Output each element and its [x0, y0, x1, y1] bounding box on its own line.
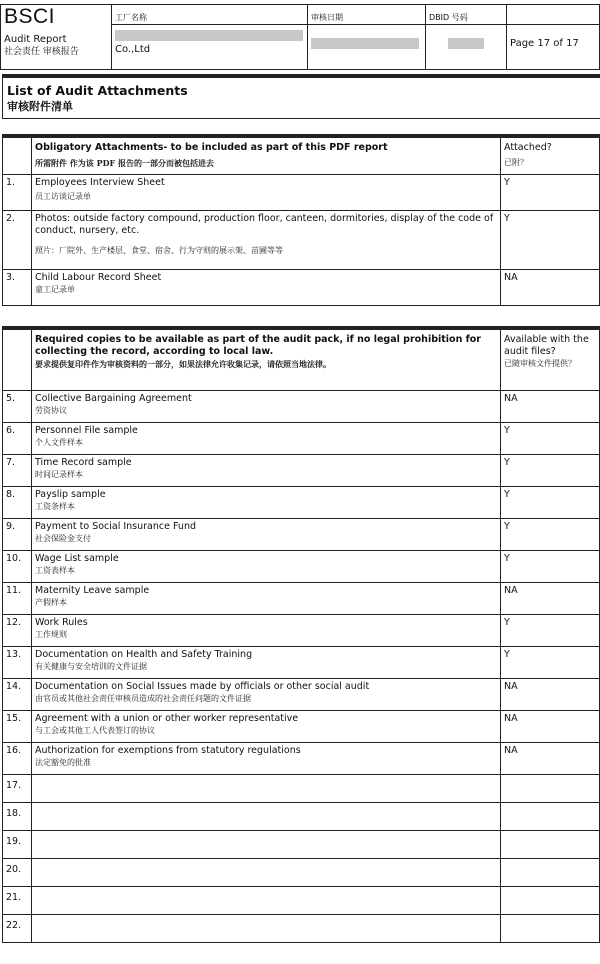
attachment-name-en: Child Labour Record Sheet	[35, 271, 162, 283]
table-row	[3, 422, 600, 454]
attached-header-cn: 已附？	[504, 158, 528, 167]
bsci-logo: BSCI	[4, 5, 56, 28]
blank-header-cell	[507, 5, 600, 25]
attachment-cell	[32, 486, 501, 518]
attachment-name-cn: 童工记录单	[35, 284, 75, 294]
obligatory-attachments-table	[2, 134, 600, 306]
table-row	[3, 454, 600, 486]
row-number: 6.	[3, 422, 32, 454]
row-number: 8.	[3, 486, 32, 518]
table-row	[3, 646, 600, 678]
row-number: 14.	[3, 678, 32, 710]
attachment-name-cn: 劳资协议	[35, 405, 67, 415]
factory-label-cell	[112, 5, 308, 25]
attachment-name-en: Documentation on Social Issues made by officials or other social audit	[35, 680, 370, 692]
attachment-cell	[32, 830, 501, 858]
attachment-name-en: Personnel File sample	[35, 424, 138, 436]
attachment-name-cn: 与工会或其他工人代表签订的协议	[35, 725, 155, 735]
table-row	[3, 678, 600, 710]
report-title-cn: 社会责任 审核报告	[4, 47, 79, 57]
available-status: Y	[501, 550, 600, 582]
attachment-name-en: Time Record sample	[35, 456, 132, 468]
available-status	[501, 858, 600, 886]
row-number: 11.	[3, 582, 32, 614]
attachment-cell	[32, 518, 501, 550]
date-label-cell	[308, 5, 426, 25]
available-status: Y	[501, 486, 600, 518]
row-number: 16.	[3, 742, 32, 774]
attachments-title-en: List of Audit Attachments	[7, 83, 188, 98]
attached-header-en: Attached?	[504, 142, 552, 153]
page-number-cell	[507, 25, 600, 70]
factory-value-cell	[112, 25, 308, 70]
date-value-cell	[308, 25, 426, 70]
row-number: 13.	[3, 646, 32, 678]
attachment-name-cn: 产假样本	[35, 597, 67, 607]
attachment-name-en: Payment to Social Insurance Fund	[35, 520, 196, 532]
attachment-name-cn: 照片：厂院外、生产楼层、食堂、宿舍、行为守则的展示架、苗圃等等	[35, 245, 283, 255]
attachment-name-en: Collective Bargaining Agreement	[35, 392, 192, 404]
table-row	[3, 174, 600, 210]
row-number: 17.	[3, 774, 32, 802]
factory-name-value: Co.,Ltd	[115, 44, 151, 55]
row-number: 7.	[3, 454, 32, 486]
available-header-en: Available with the audit files?	[504, 334, 589, 357]
row-number: 22.	[3, 914, 32, 942]
audit-date-redaction	[311, 38, 419, 49]
available-status: Y	[501, 614, 600, 646]
available-status: NA	[501, 390, 600, 422]
row-number: 18.	[3, 802, 32, 830]
required-header-row	[3, 328, 600, 390]
attachment-name-cn: 有关健康与安全培训的文件证据	[35, 661, 147, 671]
row-number: 20.	[3, 858, 32, 886]
attachment-cell	[32, 454, 501, 486]
row-number: 21.	[3, 886, 32, 914]
attachment-cell	[32, 802, 501, 830]
report-title-en: Audit Report	[4, 34, 67, 45]
attachment-name-en: Authorization for exemptions from statutory regulations	[35, 744, 301, 756]
row-number: 5.	[3, 390, 32, 422]
table-row	[3, 582, 600, 614]
table-row	[3, 486, 600, 518]
available-status: NA	[501, 742, 600, 774]
attachment-cell	[32, 422, 501, 454]
attachment-name-en: Documentation on Health and Safety Training	[35, 648, 253, 660]
available-status: Y	[501, 454, 600, 486]
attachment-cell	[32, 710, 501, 742]
table-row	[3, 390, 600, 422]
row-number: 10.	[3, 550, 32, 582]
attachment-name-en: Photos: outside factory compound, production floor, canteen, dormitories, display of the code of conduct, nursery, etc.	[35, 212, 494, 236]
available-status: Y	[501, 422, 600, 454]
table-row	[3, 774, 600, 802]
available-status: NA	[501, 678, 600, 710]
available-status: NA	[501, 710, 600, 742]
attachment-name-cn: 社会保险金支付	[35, 533, 91, 543]
attachment-cell	[32, 174, 501, 210]
available-status	[501, 886, 600, 914]
available-status: NA	[501, 582, 600, 614]
attachments-title-cn: 审核附件清单	[7, 100, 73, 113]
factory-label: 工厂名称	[115, 13, 147, 22]
attachment-name-cn: 工资条样本	[35, 501, 75, 511]
required-header-cell	[32, 328, 501, 390]
attachment-cell	[32, 858, 501, 886]
obligatory-header-en: Obligatory Attachments- to be included as part of this PDF report	[35, 142, 388, 153]
attachment-cell	[32, 550, 501, 582]
required-rows	[3, 390, 600, 942]
table-row	[3, 742, 600, 774]
table-row	[3, 886, 600, 914]
attached-status: Y	[501, 210, 600, 269]
dbid-label: DBID 号码	[429, 13, 468, 22]
attachment-cell	[32, 678, 501, 710]
table-row	[3, 614, 600, 646]
obligatory-header-row	[3, 136, 600, 174]
report-header	[0, 4, 600, 70]
attached-status: NA	[501, 269, 600, 305]
table-row	[3, 550, 600, 582]
attachment-cell	[32, 742, 501, 774]
row-number: 2.	[3, 210, 32, 269]
attachment-cell	[32, 390, 501, 422]
dbid-label-cell	[426, 5, 507, 25]
attachment-name-cn: 由官员或其他社会责任审核员造成的社会责任问题的文件证据	[35, 693, 251, 703]
factory-name-redaction	[115, 30, 303, 41]
header-num-cell	[3, 328, 32, 390]
attachment-name-en: Work Rules	[35, 616, 88, 628]
attachment-name-en: Employees Interview Sheet	[35, 176, 165, 188]
available-status	[501, 774, 600, 802]
available-header-cell	[501, 328, 600, 390]
attachment-cell	[32, 582, 501, 614]
attachment-name-cn: 法定豁免的批准	[35, 757, 91, 767]
attachment-name-cn: 个人文件样本	[35, 437, 83, 447]
attachment-cell	[32, 914, 501, 942]
attached-header-cell	[501, 136, 600, 174]
attachment-name-cn: 时间记录样本	[35, 469, 83, 479]
audit-date-label: 审核日期	[311, 13, 343, 22]
available-status	[501, 914, 600, 942]
table-row	[3, 210, 600, 269]
attachment-cell	[32, 774, 501, 802]
attached-status: Y	[501, 174, 600, 210]
obligatory-header-cn: 所需附件 作为该 PDF 报告的一部分而被包括进去	[35, 158, 214, 168]
dbid-redaction	[448, 38, 484, 49]
required-header-cn: 要求提供复印件作为审核资料的一部分，如果法律允许收集记录，请依照当地法律。	[35, 359, 331, 369]
table-row	[3, 710, 600, 742]
attachment-name-cn: 员工访谈记录单	[35, 191, 91, 201]
row-number: 9.	[3, 518, 32, 550]
attachment-cell	[32, 646, 501, 678]
row-number: 15.	[3, 710, 32, 742]
attachment-name-en: Payslip sample	[35, 488, 106, 500]
table-row	[3, 830, 600, 858]
available-header-cn: 已随审核文件提供？	[504, 359, 576, 368]
obligatory-header-cell	[32, 136, 501, 174]
header-num-cell	[3, 136, 32, 174]
attachment-name-en: Maternity Leave sample	[35, 584, 150, 596]
attachment-cell	[32, 210, 501, 269]
row-number: 1.	[3, 174, 32, 210]
row-number: 12.	[3, 614, 32, 646]
table-row	[3, 914, 600, 942]
attachment-name-cn: 工资表样本	[35, 565, 75, 575]
attachment-cell	[32, 886, 501, 914]
attachment-name-en: Agreement with a union or other worker representative	[35, 712, 299, 724]
attachment-cell	[32, 269, 501, 305]
required-header-en: Required copies to be available as part of the audit pack, if no legal prohibition for collecting the record, according to local law.	[35, 334, 481, 357]
table-row	[3, 518, 600, 550]
required-copies-table	[2, 326, 600, 943]
logo-cell	[1, 5, 112, 70]
row-number: 19.	[3, 830, 32, 858]
table-row	[3, 858, 600, 886]
dbid-value-cell	[426, 25, 507, 70]
available-status: Y	[501, 646, 600, 678]
attachments-title-box	[2, 74, 600, 119]
available-status: Y	[501, 518, 600, 550]
table-row	[3, 269, 600, 305]
table-row	[3, 802, 600, 830]
attachment-name-cn: 工作规则	[35, 629, 67, 639]
available-status	[501, 830, 600, 858]
page-number: Page 17 of 17	[510, 38, 579, 49]
attachment-name-en: Wage List sample	[35, 552, 119, 564]
available-status	[501, 802, 600, 830]
attachment-cell	[32, 614, 501, 646]
row-number: 3.	[3, 269, 32, 305]
